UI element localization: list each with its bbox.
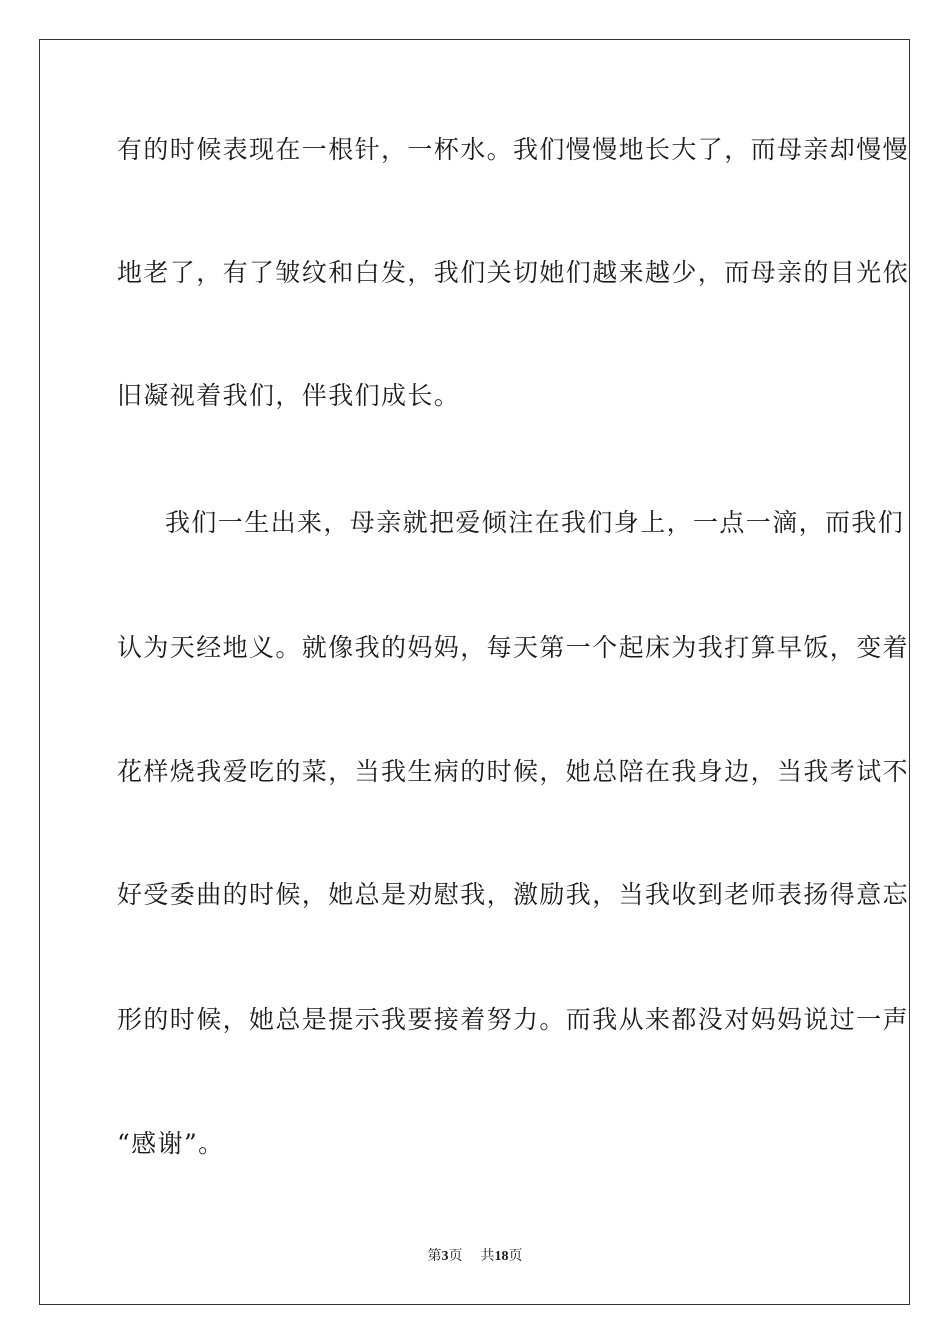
page-border — [39, 39, 910, 1305]
page-number: 3 — [441, 1249, 449, 1264]
paragraph-line: 好受委曲的时候，她总是劝慰我，激励我，当我收到老师表扬得意忘 — [117, 880, 910, 909]
total-suffix: 页 — [508, 1248, 523, 1264]
total-pages: 18 — [494, 1249, 509, 1264]
paragraph-line: 认为天经地义。就像我的妈妈，每天第一个起床为我打算早饭，变着 — [117, 633, 910, 662]
paragraph-line: 地老了，有了皱纹和白发，我们关切她们越来越少，而母亲的目光依 — [117, 258, 910, 287]
paragraph-line: 形的时候，她总是提示我要接着努力。而我从来都没对妈妈说过一声 — [117, 1005, 910, 1034]
page-footer — [0, 1247, 950, 1266]
paragraph-line: 有的时候表现在一根针，一杯水。我们慢慢地长大了，而母亲却慢慢 — [117, 135, 910, 164]
paragraph-line: “感谢”。 — [117, 1129, 225, 1158]
page-suffix: 页 — [448, 1248, 463, 1264]
total-prefix: 共 — [480, 1248, 495, 1264]
paragraph-line: 我们一生出来，母亲就把爱倾注在我们身上，一点一滴，而我们 — [165, 508, 905, 537]
paragraph-line: 花样烧我爱吃的菜，当我生病的时候，她总陪在我身边，当我考试不 — [117, 757, 910, 786]
paragraph-line: 旧凝视着我们，伴我们成长。 — [117, 381, 461, 410]
page-prefix: 第 — [427, 1248, 442, 1264]
